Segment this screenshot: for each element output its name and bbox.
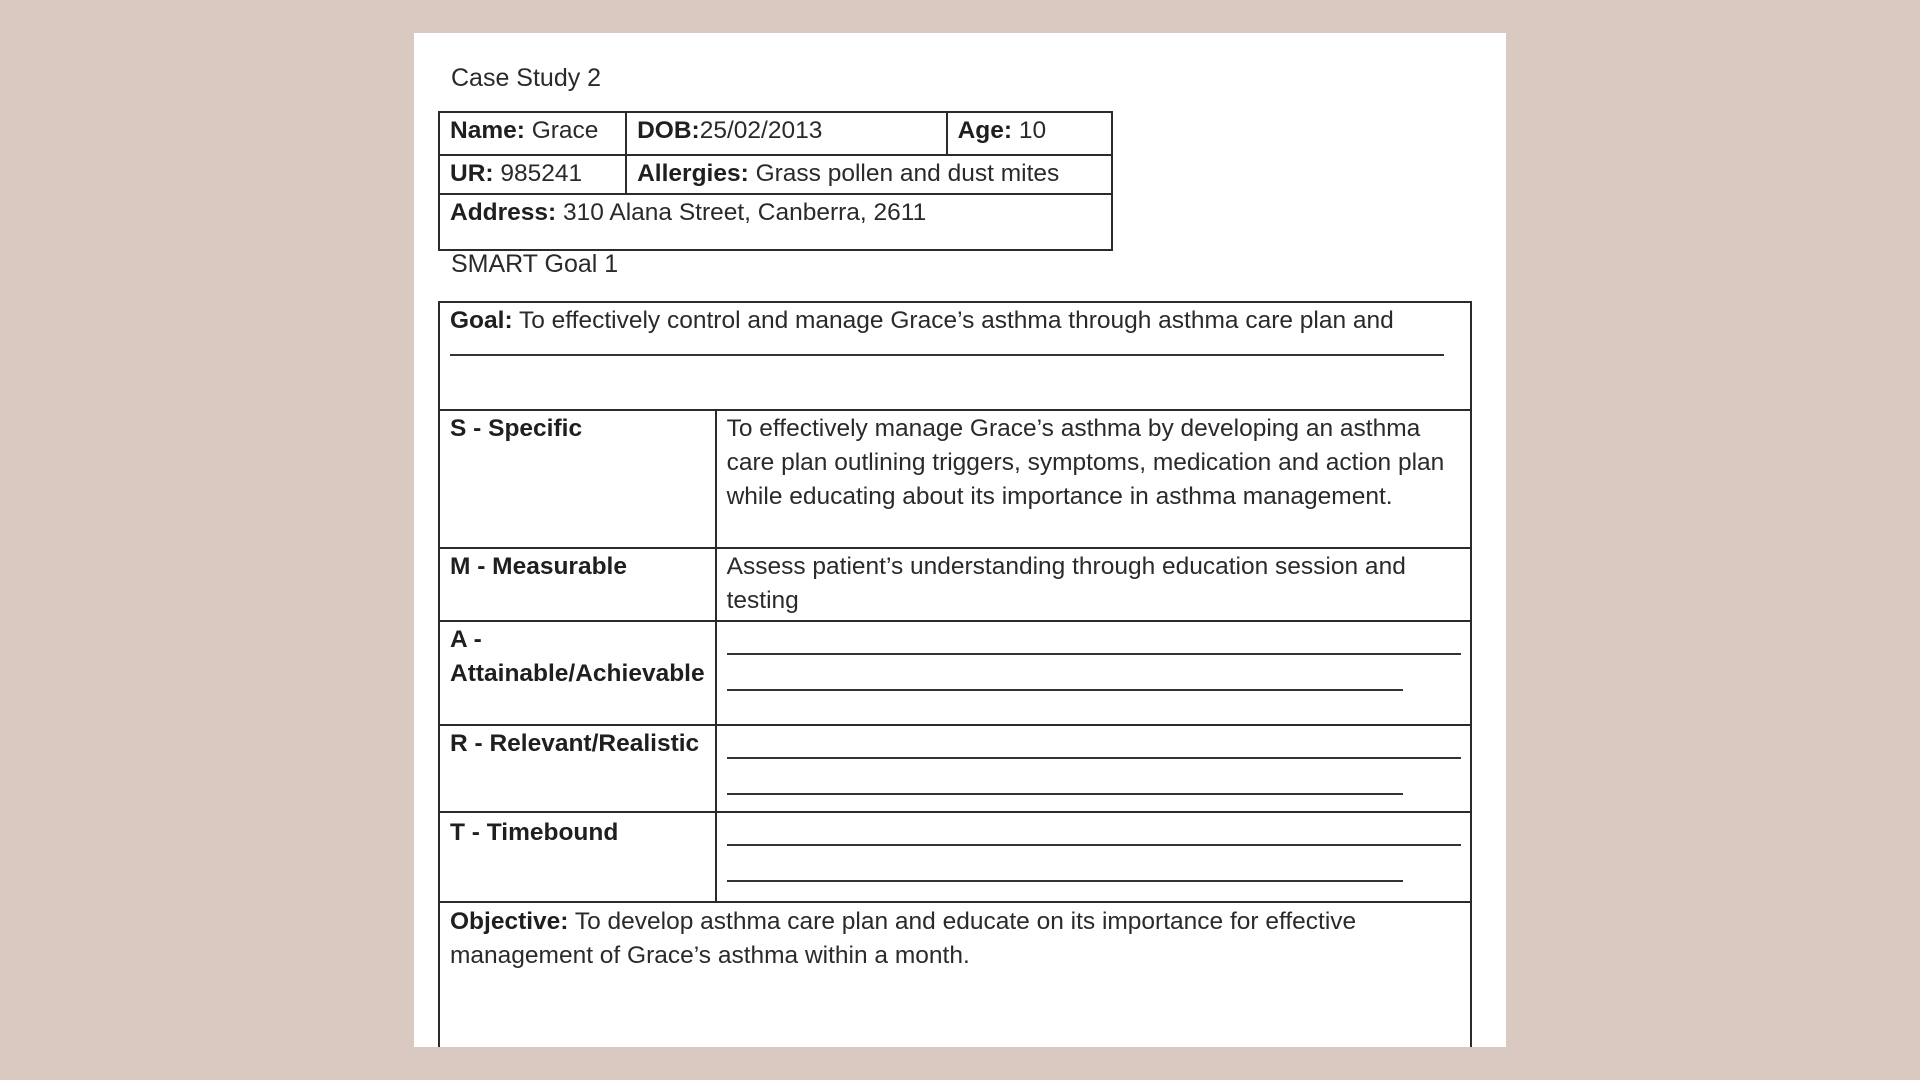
- timebound-blank-line-1[interactable]: [727, 842, 1461, 846]
- relevant-blank-line-1[interactable]: [727, 755, 1461, 759]
- address-cell: Address: 310 Alana Street, Canberra, 2611: [439, 194, 1112, 250]
- patient-allergies: Grass pollen and dust mites: [755, 160, 1060, 187]
- specific-text: To effectively manage Grace’s asthma by developing an asthma care plan outlining triggers, symptoms, medication and action plan while educating about its importance in asthma management.: [716, 410, 1471, 548]
- ur-cell: UR: 985241: [439, 155, 626, 194]
- timebound-blank-line-2[interactable]: [727, 878, 1403, 882]
- specific-label: S - Specific: [439, 410, 716, 548]
- attainable-label: A - Attainable/Achievable: [439, 621, 716, 725]
- measurable-text: Assess patient’s understanding through education session and testing: [716, 548, 1471, 621]
- allergies-cell: Allergies: Grass pollen and dust mites: [626, 155, 1112, 194]
- patient-name: Grace: [531, 117, 599, 144]
- patient-details-table: [438, 111, 1113, 251]
- smart-goal-title: SMART Goal 1: [451, 250, 619, 278]
- name-cell: Name: Grace: [439, 112, 626, 155]
- goal-text: To effectively control and manage Grace’s asthma through asthma care plan and: [519, 307, 1394, 334]
- measurable-label: M - Measurable: [439, 548, 716, 621]
- attainable-blank-line-2[interactable]: [727, 687, 1403, 691]
- patient-age: 10: [1018, 117, 1047, 144]
- patient-address: 310 Alana Street, Canberra, 2611: [563, 199, 927, 226]
- patient-ur: 985241: [500, 160, 583, 187]
- relevant-blank-line-2[interactable]: [727, 791, 1403, 795]
- case-study-title: Case Study 2: [451, 64, 602, 92]
- objective-text: To develop asthma care plan and educate on its importance for effective management of Grace’s asthma within a month.: [450, 908, 1357, 969]
- objective-cell: Objective: To develop asthma care plan and educate on its importance for effective management of Grace’s asthma within a month.: [439, 902, 1471, 1047]
- relevant-label: R - Relevant/Realistic: [439, 725, 716, 812]
- smart-goal-table: [438, 301, 1472, 1047]
- age-cell: Age: 10: [947, 112, 1112, 155]
- attainable-answer[interactable]: [716, 621, 1471, 725]
- goal-blank-line[interactable]: [450, 352, 1444, 356]
- timebound-answer[interactable]: [716, 812, 1471, 902]
- timebound-label: T - Timebound: [439, 812, 716, 902]
- dob-cell: DOB:25/02/2013: [626, 112, 946, 155]
- patient-dob: 25/02/2013: [699, 117, 823, 144]
- document-page: [414, 33, 1506, 1047]
- attainable-blank-line-1[interactable]: [727, 651, 1461, 655]
- relevant-answer[interactable]: [716, 725, 1471, 812]
- goal-cell: Goal: To effectively control and manage Grace’s asthma through asthma care plan and: [439, 302, 1471, 410]
